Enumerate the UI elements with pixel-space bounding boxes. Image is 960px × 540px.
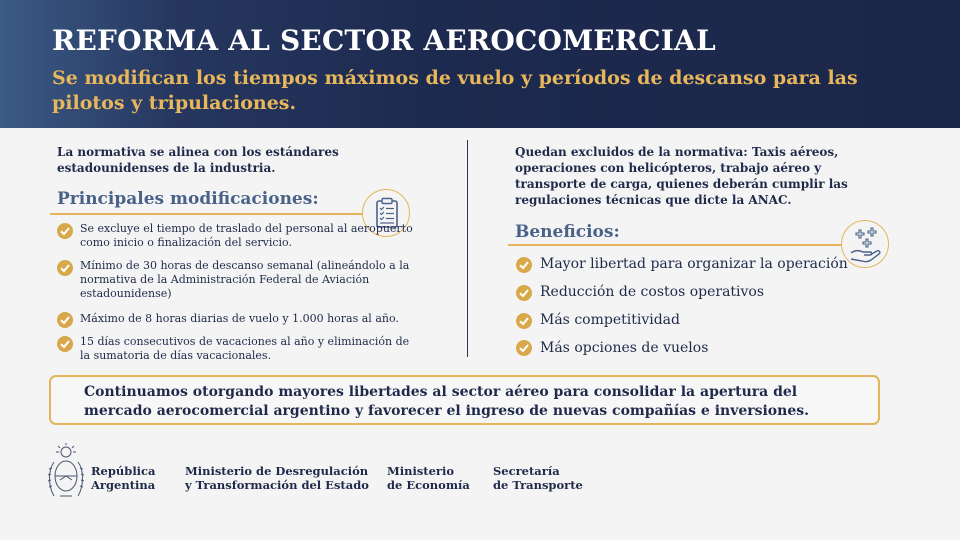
- footer-label-line: Ministerio: [387, 464, 455, 478]
- benefit-item: Más opciones de vuelos: [540, 340, 709, 356]
- footer-label-line: de Transporte: [493, 478, 583, 492]
- check-icon: [516, 313, 532, 329]
- footer-label-line: República: [91, 464, 156, 478]
- benefit-item: Más competitividad: [540, 312, 680, 328]
- check-icon: [57, 260, 73, 276]
- footer-label-line: y Transformación del Estado: [185, 478, 369, 492]
- header-banner: [0, 0, 960, 128]
- benefit-item: Reducción de costos operativos: [540, 284, 765, 300]
- check-icon: [57, 223, 73, 239]
- page-subtitle: Se modifican los tiempos máximos de vuelo y períodos de descanso para las pilotos y tripulaciones.: [52, 67, 858, 114]
- section-title-modificaciones: Principales modificaciones:: [57, 189, 319, 209]
- check-icon: [57, 336, 73, 352]
- list-item: Máximo de 8 horas diarias de vuelo y 1.000 horas al año.: [80, 312, 399, 325]
- check-icon: [516, 340, 532, 356]
- check-icon: [516, 257, 532, 273]
- footer-label-line: de Economía: [387, 478, 470, 492]
- list-item: Mínimo de 30 horas de descanso semanal (alineándolo a la normativa de la Administración Federal de Aviación estadounidense): [80, 259, 410, 300]
- footer-ministerio-desregulacion: [185, 464, 369, 492]
- hand-plus-icon: [841, 220, 889, 268]
- coat-of-arms-icon: [46, 440, 86, 506]
- check-icon: [516, 285, 532, 301]
- list-item: 15 días consecutivos de vacaciones al año y eliminación de la sumatoria de días vacacionales.: [80, 335, 410, 362]
- footer-label-line: Secretaría: [493, 464, 560, 478]
- footer-ministerio-economia: [387, 464, 470, 492]
- excluded-text: Quedan excluidos de la normativa: Taxis aéreos, operaciones con helicópteros, trabajo aéreo y transporte de carga, quienes deberán cumplir las regulaciones técnicas que dicte la ANAC.: [515, 145, 848, 207]
- closing-banner: [49, 375, 880, 425]
- footer-label-line: Ministerio de Desregulación: [185, 464, 369, 478]
- section-title-beneficios: Beneficios:: [515, 222, 620, 242]
- closing-banner-text: Continuamos otorgando mayores libertades al sector aéreo para consolidar la apertura del mercado aerocomercial argentino y favorecer el ingreso de nuevas compañías e inversiones.: [84, 384, 809, 419]
- column-divider: [467, 140, 468, 357]
- intro-text: La normativa se alinea con los estándares estadounidenses de la industria.: [57, 145, 339, 175]
- page-title: REFORMA AL SECTOR AEROCOMERCIAL: [52, 24, 716, 57]
- footer-label-line: Argentina: [91, 478, 156, 492]
- section-rule-right: [508, 244, 846, 246]
- footer-republica-argentina: [91, 464, 156, 492]
- section-rule-left: [50, 213, 368, 215]
- benefit-item: Mayor libertad para organizar la operación: [540, 256, 848, 272]
- check-icon: [57, 312, 73, 328]
- list-item: Se excluye el tiempo de traslado del personal al aeropuerto como inicio o finalización del servicio.: [80, 222, 413, 249]
- footer-secretaria-transporte: [493, 464, 583, 492]
